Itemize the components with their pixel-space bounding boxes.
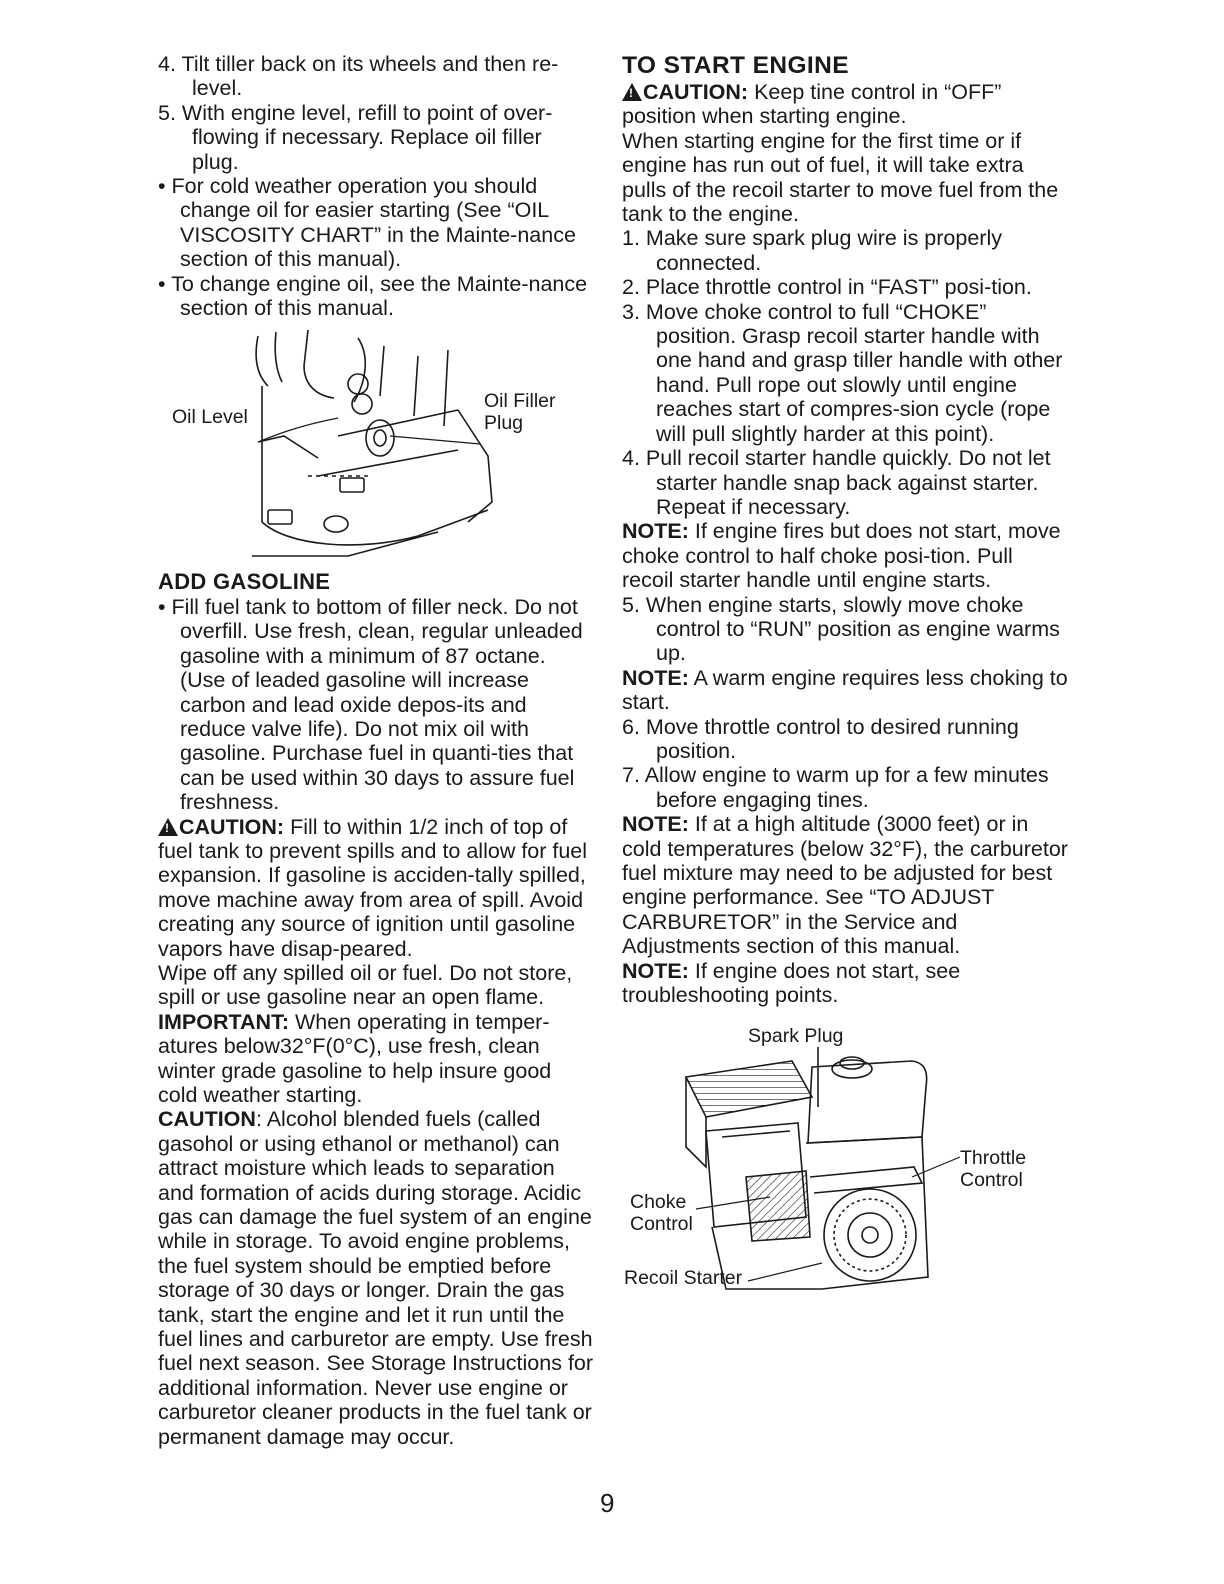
note-text: If engine fires but does not start, move choke control to half choke posi-tion. Pull recoil starter handle until engine starts. xyxy=(622,519,1061,593)
list-item: 4. Pull recoil starter handle quickly. Do not let starter handle snap back against starter. Repeat if necessary. xyxy=(622,446,1051,519)
caution-label: CAUTION: xyxy=(179,814,285,839)
oil-filler-label: Oil Filler xyxy=(484,390,556,413)
caution-label: CAUTION: xyxy=(643,80,749,104)
note-label: NOTE: xyxy=(622,958,689,983)
note-paragraph xyxy=(622,666,1068,715)
note-text: A warm engine requires less choking to start. xyxy=(622,665,1068,715)
bullet-item: • Fill fuel tank to bottom of filler neck. Do not overfill. Use fresh, clean, regular unleaded gasoline with a minimum of 87 octane. (Use of leaded gasoline will increase carbon and lead oxide depos-its and reduce valve life). Do not mix oil with gasoline. Purchase fuel in quanti-ties that can be used within 30 days to assure fuel freshness. xyxy=(158,594,583,815)
note-label: NOTE: xyxy=(622,812,689,837)
note-paragraph xyxy=(622,959,1068,1008)
caution-text: : Alcohol blended fuels (called gasohol or using ethanol or methanol) can attract moisture which leads to separation and formation of acids during storage. Acidic gas can damage the fuel system of an engine while in storage. To avoid engine problems, the fuel system should be emptied before storage of 30 days or longer. Drain the gas tank, start the engine and let it run until the fuel lines and carburetor are empty. Use fresh fuel next season. See Storage Instructions for additional information. Never use engine or carburetor cleaner products in the fuel tank or permanent damage may occur. xyxy=(158,1107,594,1449)
intro-paragraph: When starting engine for the first time or if engine has run out of fuel, it will take extra pulls of the recoil starter to move fuel from the tank to the engine. xyxy=(622,128,1059,227)
list-item: 7. Allow engine to warm up for a few minutes before engaging tines. xyxy=(622,763,1049,812)
caution-text: Keep tine control in “OFF” position when starting engine. xyxy=(622,80,1002,129)
list-item: 4. Tilt tiller back on its wheels and then re-level. xyxy=(158,52,559,101)
list-item: 3. Move choke control to full “CHOKE” position. Grasp recoil starter handle with one hand and grasp tiller handle with other hand. Pull rope out slowly until engine reaches start of compres-sion cycle (rope will pull slightly harder at this point). xyxy=(622,299,1063,446)
bullet-item: • For cold weather operation you should change oil for easier starting (See “OIL VISCOSITY CHART” in the Mainte-nance section of this manual). xyxy=(158,174,576,272)
recoil-starter-label: Recoil Starter xyxy=(624,1267,743,1290)
left-column xyxy=(158,52,594,1449)
right-column xyxy=(622,52,1068,1327)
important-text: When operating in temper-atures below32°F(0°C), use fresh, clean winter grade gasoline to help insure good cold weather starting. xyxy=(158,1009,552,1107)
plug-label: Plug xyxy=(484,412,524,435)
list-item: 1. Make sure spark plug wire is properly connected. xyxy=(622,226,1002,275)
note-text: If engine does not start, see troubleshooting points. xyxy=(622,958,961,1008)
choke-control-label: Control xyxy=(630,1213,693,1236)
caution-label: CAUTION xyxy=(158,1107,256,1132)
wipe-paragraph: Wipe off any spilled oil or fuel. Do not store, spill or use gasoline near an open flame. xyxy=(158,960,573,1010)
oil-level-label: Oil Level xyxy=(172,406,248,429)
add-gasoline-heading: ADD GASOLINE xyxy=(158,569,331,595)
important-label: IMPORTANT: xyxy=(158,1009,289,1034)
note-label: NOTE: xyxy=(622,665,689,690)
list-item: 5. With engine level, refill to point of over-flowing if necessary. Replace oil filler plug. xyxy=(158,100,553,174)
throttle-control-label: Control xyxy=(960,1169,1023,1192)
engine-controls-figure xyxy=(622,1027,1068,1327)
note-paragraph xyxy=(622,812,1068,958)
bullet-item: • To change engine oil, see the Mainte-nance section of this manual. xyxy=(158,271,588,321)
caution-text: Fill to within 1/2 inch of top of fuel tank to prevent spills and to allow for fuel expansion. If gasoline is acciden-tally spilled, move machine away from area of spill. Avoid creating any source of ignition until gasoline vapors have disap-peared. xyxy=(158,814,588,961)
note-paragraph xyxy=(622,519,1068,592)
to-start-engine-heading: TO START ENGINE xyxy=(622,52,849,79)
page-number: 9 xyxy=(600,1488,615,1518)
choke-label: Choke xyxy=(630,1191,687,1214)
caution-paragraph xyxy=(158,815,594,961)
spark-plug-label: Spark Plug xyxy=(748,1025,844,1048)
throttle-label: Throttle xyxy=(960,1147,1027,1170)
note-label: NOTE: xyxy=(622,519,689,544)
warning-triangle-icon xyxy=(158,818,178,836)
oil-level-figure xyxy=(158,326,594,566)
list-item: 5. When engine starts, slowly move choke control to “RUN” position as engine warms up. xyxy=(622,592,1060,666)
important-paragraph xyxy=(158,1010,594,1108)
note-text: If at a high altitude (3000 feet) or in cold temperatures (below 32°F), the carburetor fuel mixture may need to be adjusted for best engine performance. See “TO ADJUST CARBURETOR” in the Service and Adjustments section of this manual. xyxy=(622,812,1068,959)
list-item: 6. Move throttle control to desired running position. xyxy=(622,714,1019,763)
oil-level-illustration xyxy=(158,326,594,566)
caution-paragraph xyxy=(622,80,1068,129)
warning-triangle-icon xyxy=(622,83,642,101)
caution-alcohol-paragraph xyxy=(158,1107,594,1449)
list-item: 2. Place throttle control in “FAST” posi-tion. xyxy=(622,275,1032,300)
